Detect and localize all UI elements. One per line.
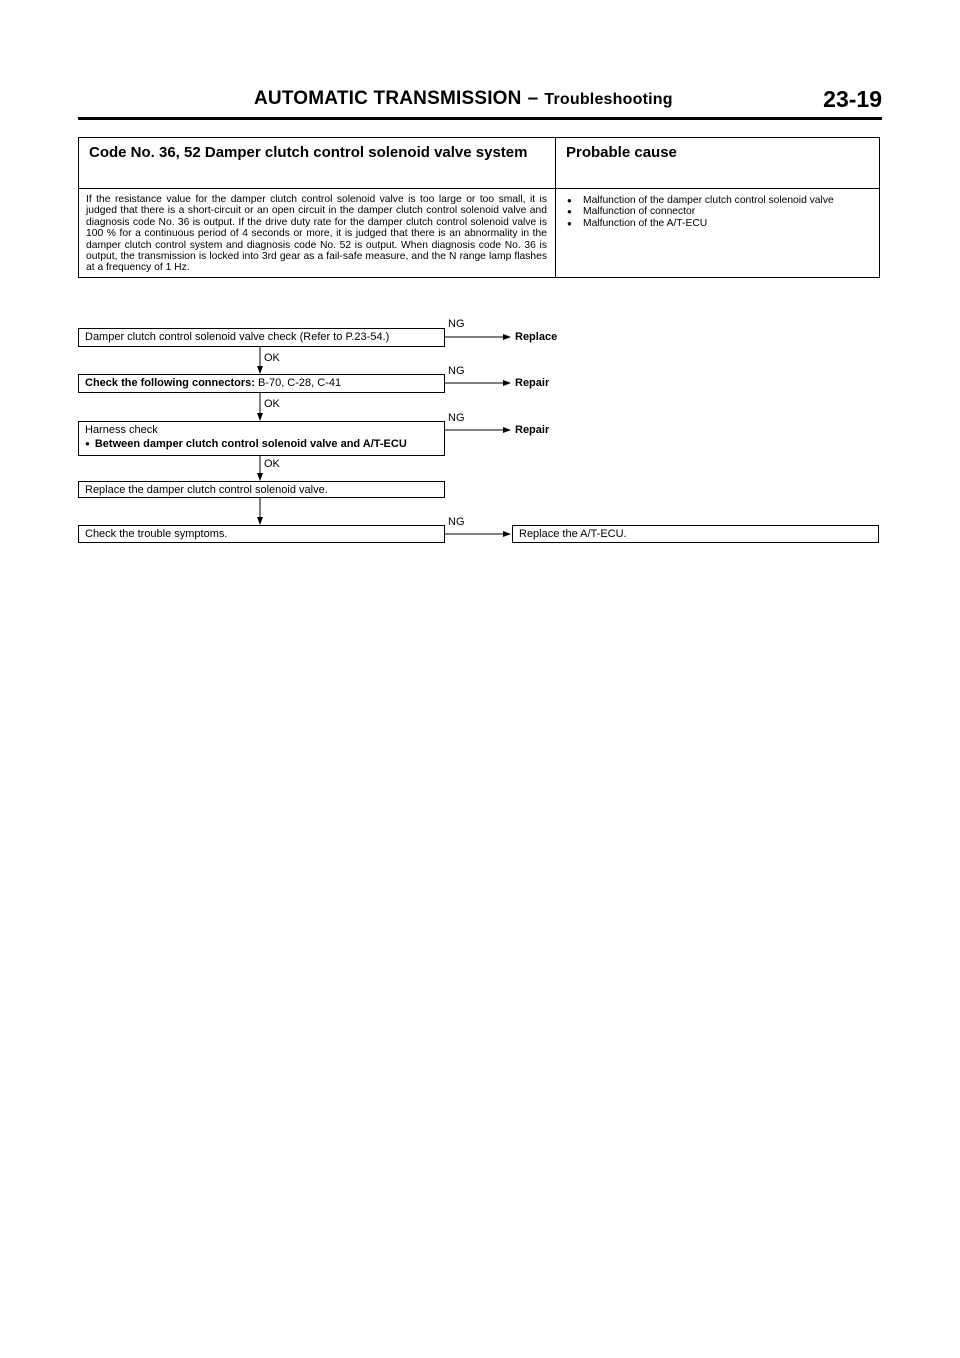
probable-cause-heading: Probable cause [556, 138, 880, 189]
title-dash: – [527, 88, 539, 109]
step2-connectors: B-70, C-28, C-41 [254, 377, 342, 389]
step-check-symptoms [78, 525, 445, 543]
ng-label-4: NG [448, 516, 465, 528]
ng-label-2: NG [448, 365, 465, 377]
code-heading: Code No. 36, 52 Damper clutch control solenoid valve system [79, 138, 556, 189]
cause-item: ● Malfunction of connector [567, 206, 872, 217]
cause-item: ● Malfunction of the A/T-ECU [567, 218, 872, 229]
step1-text: Damper clutch control solenoid valve check (Refer to P.23-54.) [85, 331, 390, 343]
ok-label-2: OK [264, 398, 280, 410]
ok-label-3: OK [264, 458, 280, 470]
step5-text: Check the trouble symptoms. [85, 528, 228, 540]
step3-detail-text: Between damper clutch control solenoid valve and A/T-ECU [94, 438, 407, 450]
bullet-icon: ● [85, 439, 90, 448]
ok-label-1: OK [264, 352, 280, 364]
code-description: If the resistance value for the damper clutch control solenoid valve is too large or too small, it is judged that there is a short-circuit or an open circuit in the damper clutch control solenoid valve and diagnosis code No. 36 is output. If the drive duty rate for the damper clutch control solenoid valve is 100 % for a continuous period of 4 seconds or more, it is judged that there is an abnormality in the damper clutch control system and diagnosis code No. 52 is output. When diagnosis code No. 36 is output, the transmission is locked into 3rd gear as a fail-safe measure, and the N range lamp flashes at a frequency of 1 Hz. [79, 189, 556, 278]
step4-text: Replace the damper clutch control solenoid valve. [85, 484, 328, 496]
step-connector-check [78, 374, 445, 393]
result-replace-ecu-text: Replace the A/T-ECU. [519, 528, 627, 540]
title-sub: Troubleshooting [544, 91, 673, 108]
ng-label-3: NG [448, 412, 465, 424]
result-replace: Replace [515, 331, 558, 343]
step3-detail [85, 437, 438, 451]
result-replace-ecu [512, 525, 879, 543]
step2-bold-text: Check the following connectors: [85, 377, 255, 389]
step-replace-solenoid [78, 481, 445, 498]
cause-item: ● Malfunction of the damper clutch control solenoid valve [567, 195, 872, 206]
step3-title: Harness check [85, 424, 158, 436]
step-solenoid-valve-check [78, 328, 445, 347]
page-number: 23-19 [823, 86, 882, 112]
result-repair-1: Repair [515, 377, 550, 389]
title-main: AUTOMATIC TRANSMISSION [254, 88, 522, 109]
ng-label-1: NG [448, 318, 465, 330]
result-repair-2: Repair [515, 424, 550, 436]
step-harness-check [78, 421, 445, 456]
